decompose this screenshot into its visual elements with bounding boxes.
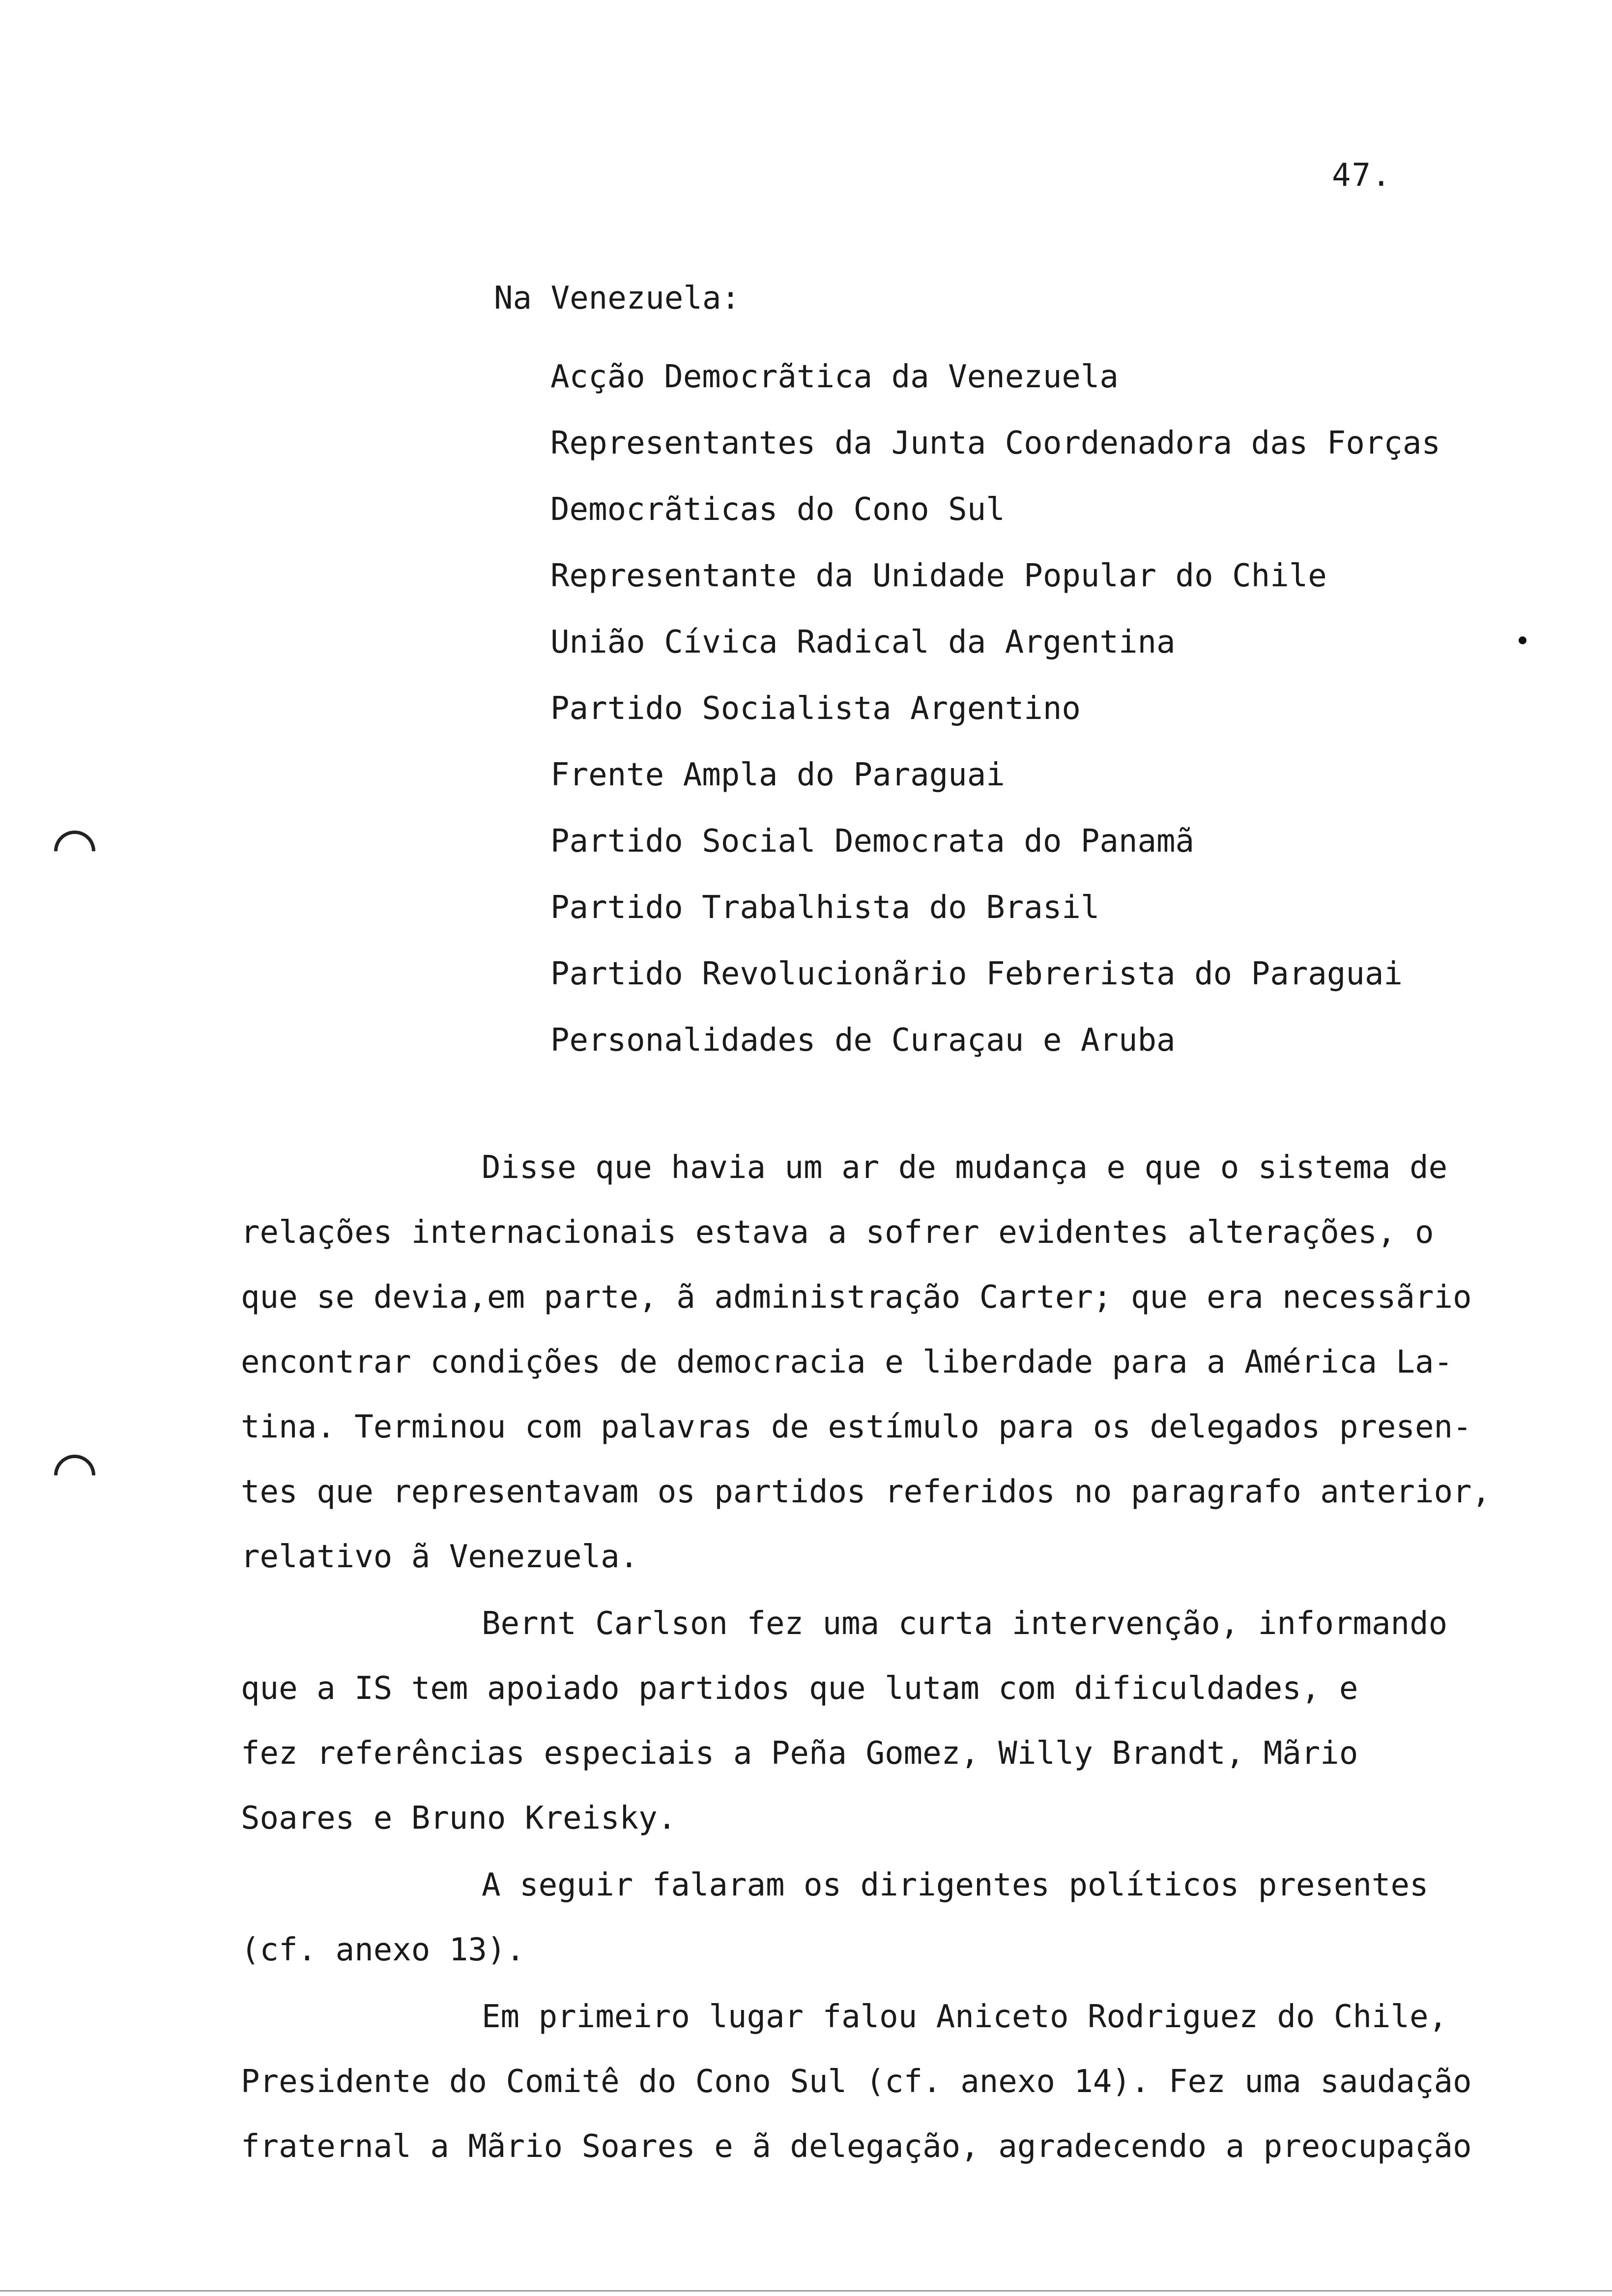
- paragraph: [241, 1984, 1558, 2179]
- text-line: relativo ã Venezuela.: [241, 1539, 639, 1575]
- organization-list: [550, 344, 1440, 1074]
- list-item: Acção Democrãtica da Venezuela: [550, 359, 1119, 395]
- text-line: fraternal a Mãrio Soares e ã delegação, agradecendo a preocupação: [241, 2128, 1472, 2165]
- text-line: que se devia,em parte, ã administração Carter; que era necessãrio: [241, 1279, 1472, 1316]
- text-line: Em primeiro lugar falou Aniceto Rodriguez do Chile,: [482, 1999, 1448, 2035]
- text-line: fez referências especiais a Peña Gomez, Willy Brandt, Mãrio: [241, 1735, 1358, 1772]
- list-item: Frente Ampla do Paraguai: [550, 757, 1005, 793]
- text-line: que a IS tem apoiado partidos que lutam com dificuldades, e: [241, 1670, 1358, 1707]
- paragraph: [241, 1853, 1558, 1982]
- text-line: tina. Terminou com palavras de estímulo para os delegados presen-: [241, 1409, 1472, 1445]
- list-item: Personalidades de Curaçau e Aruba: [550, 1022, 1176, 1059]
- list-item: Partido Socialista Argentino: [550, 690, 1081, 727]
- list-heading: Na Venezuela:: [494, 280, 740, 316]
- bottom-edge-line: [0, 2290, 1612, 2292]
- list-item: Partido Trabalhista do Brasil: [550, 890, 1100, 926]
- page-number: 47.: [1332, 157, 1392, 194]
- list-item: União Cívica Radical da Argentina: [550, 624, 1176, 660]
- text-line: encontrar condições de democracia e liberdade para a América La-: [241, 1344, 1453, 1380]
- list-item: Representantes da Junta Coordenadora das Forças: [550, 425, 1440, 461]
- list-item: Partido Revolucionãrio Febrerista do Paraguai: [550, 956, 1403, 992]
- text-line: Soares e Bruno Kreisky.: [241, 1800, 677, 1837]
- hole-punch-mark: [46, 1446, 104, 1505]
- text-line: Disse que havia um ar de mudança e que o sistema de: [482, 1149, 1448, 1186]
- paragraph: [241, 1591, 1558, 1851]
- stray-dot: [1519, 636, 1526, 644]
- hole-punch-mark: [46, 822, 104, 881]
- text-line: tes que representavam os partidos referidos no paragrafo anterior,: [241, 1474, 1491, 1510]
- body-text: [241, 1135, 1558, 2179]
- paragraph: [241, 1135, 1558, 1589]
- text-line: relações internacionais estava a sofrer evidentes alterações, o: [241, 1214, 1434, 1251]
- text-line: A seguir falaram os dirigentes políticos presentes: [482, 1867, 1429, 1903]
- text-line: (cf. anexo 13).: [241, 1932, 525, 1968]
- list-item: Representante da Unidade Popular do Chile: [550, 558, 1327, 594]
- list-item: Partido Social Democrata do Panamã: [550, 823, 1195, 860]
- text-line: Presidente do Comitê do Cono Sul (cf. anexo 14). Fez uma saudação: [241, 2064, 1472, 2100]
- text-line: Bernt Carlson fez uma curta intervenção, informando: [482, 1606, 1448, 1642]
- list-item: Democrãticas do Cono Sul: [550, 491, 1005, 528]
